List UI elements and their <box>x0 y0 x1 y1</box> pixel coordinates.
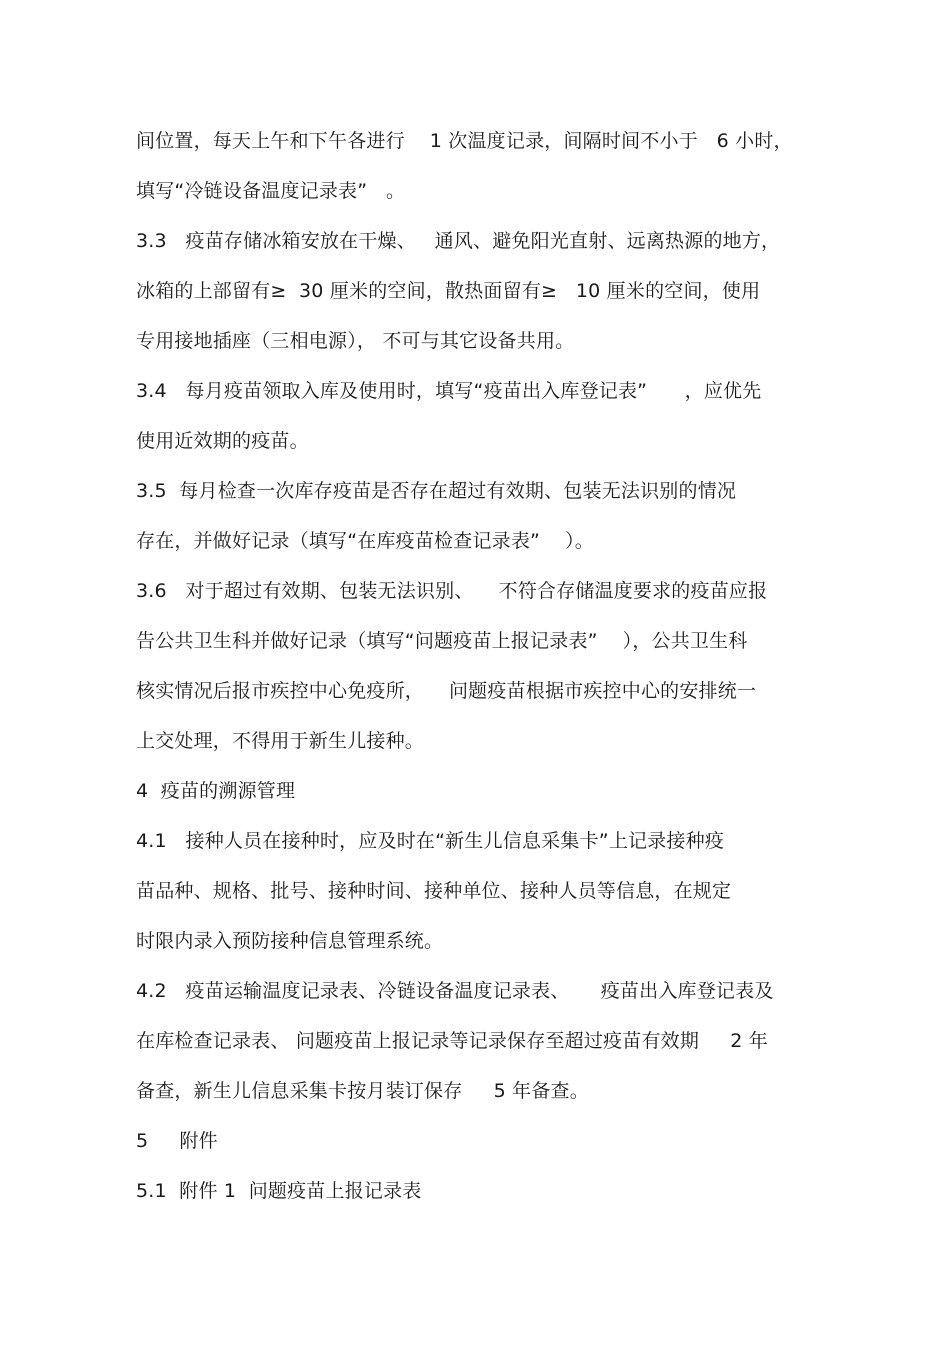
text-line: 时限内录入预防接种信息管理系统。 <box>136 930 444 952</box>
text-line: 3.3 疫苗存储冰箱安放在干燥、 通风、避免阳光直射、远离热源的地方， <box>136 230 781 252</box>
text-line: 3.6 对于超过有效期、包装无法识别、 不符合存储温度要求的疫苗应报 <box>136 580 768 602</box>
section-heading: 5 附件 <box>136 1130 218 1152</box>
section-heading: 4 疫苗的溯源管理 <box>136 780 296 802</box>
text-line: 间位置，每天上午和下午各进行 1 次温度记录，间隔时间不小于 6 小时， <box>136 130 793 152</box>
text-line: 填写“冷链设备温度记录表” 。 <box>136 180 406 202</box>
text-line: 核实情况后报市疾控中心免疫所， 问题疫苗根据市疾控中心的安排统一 <box>136 680 757 702</box>
text-line: 3.5 每月检查一次库存疫苗是否存在超过有效期、包装无法识别的情况 <box>136 480 737 502</box>
text-line: 3.4 每月疫苗领取入库及使用时，填写“疫苗出入库登记表” ，应优先 <box>136 380 762 402</box>
text-line: 存在，并做好记录（填写“在库疫苗检查记录表” ）。 <box>136 530 594 552</box>
text-line: 4.2 疫苗运输温度记录表、冷链设备温度记录表、 疫苗出入库登记表及 <box>136 980 774 1002</box>
text-line: 4.1 接种人员在接种时，应及时在“新生儿信息采集卡”上记录接种疫 <box>136 830 725 852</box>
text-line: 在库检查记录表、 问题疫苗上报记录等记录保存至超过疫苗有效期 2 年 <box>136 1030 768 1052</box>
text-line: 备查，新生儿信息采集卡按月装订保存 5 年备查。 <box>136 1080 589 1102</box>
text-line: 告公共卫生科并做好记录（填写“问题疫苗上报记录表” ），公共卫生科 <box>136 630 748 652</box>
text-line: 苗品种、规格、批号、接种时间、接种单位、接种人员等信息，在规定 <box>136 880 732 902</box>
text-line: 5.1 附件 1 问题疫苗上报记录表 <box>136 1180 422 1202</box>
text-line: 专用接地插座（三相电源）， 不可与其它设备共用。 <box>136 330 575 352</box>
text-line: 上交处理，不得用于新生儿接种。 <box>136 730 425 752</box>
text-line: 冰箱的上部留有≥ 30 厘米的空间，散热面留有≥ 10 厘米的空间，使用 <box>136 280 761 302</box>
text-line: 使用近效期的疫苗。 <box>136 430 309 452</box>
